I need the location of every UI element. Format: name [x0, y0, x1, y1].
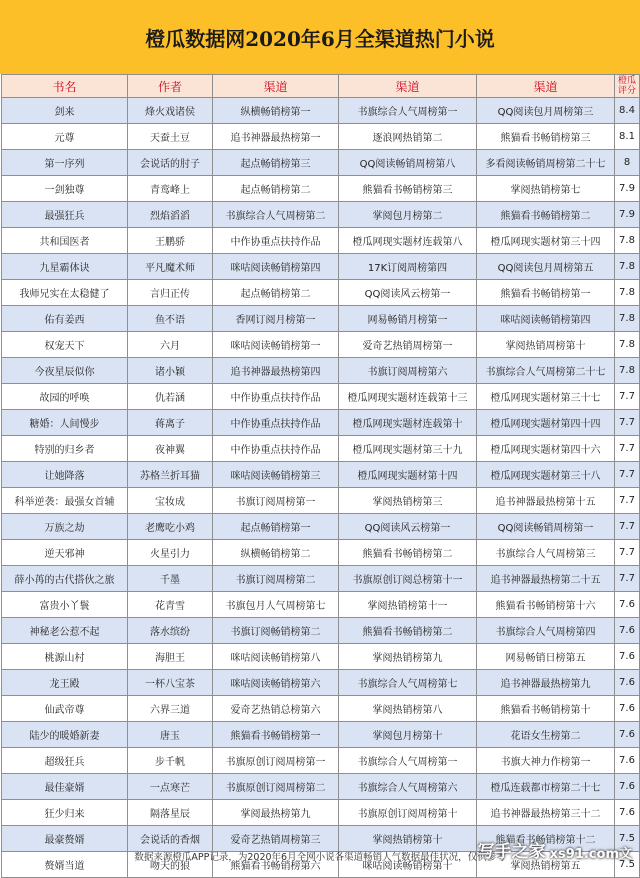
cell-channel-2: 掌阅热销榜第十	[339, 826, 477, 852]
cell-channel-3: 掌阅热销周榜第十	[477, 332, 615, 358]
cell-channel-3: 书旗综合人气周榜第四	[477, 618, 615, 644]
header-score: 橙瓜评分	[615, 75, 640, 98]
cell-score: 8.1	[615, 124, 640, 150]
cell-book-title: 陆少的暖婚新妻	[2, 722, 128, 748]
cell-author: 宝妆成	[128, 488, 213, 514]
cell-score: 7.8	[615, 280, 640, 306]
cell-book-title: 让她降落	[2, 462, 128, 488]
cell-channel-1: 起点畅销榜第三	[213, 150, 339, 176]
cell-score: 7.9	[615, 176, 640, 202]
cell-score: 7.6	[615, 644, 640, 670]
table-row	[2, 436, 640, 462]
cell-author: 老鹰吃小鸡	[128, 514, 213, 540]
cell-channel-2: QQ阅读风云榜第一	[339, 514, 477, 540]
cell-channel-3: 咪咕阅读畅销榜第四	[477, 306, 615, 332]
table-row	[2, 98, 640, 124]
cell-score: 7.6	[615, 592, 640, 618]
cell-channel-1: 起点畅销榜第二	[213, 176, 339, 202]
cell-channel-2: 掌阅热销榜第十一	[339, 592, 477, 618]
cell-book-title: 今夜星辰似你	[2, 358, 128, 384]
data-source-note: 数据来源橙瓜APP记录，为2020年6月全网小说各渠道畅销人气数据最佳状况，仅供参考	[134, 852, 506, 863]
cell-book-title: 薛小苒的古代搭伙之旅	[2, 566, 128, 592]
cell-channel-2: 熊猫看书畅销榜第二	[339, 540, 477, 566]
table-row	[2, 124, 640, 150]
cell-channel-1: 追书神器最热榜第一	[213, 124, 339, 150]
cell-author: 王鹏骄	[128, 228, 213, 254]
cell-channel-3: 多看阅读畅销周榜第二十七	[477, 150, 615, 176]
cell-channel-1: 中作协重点扶持作品	[213, 436, 339, 462]
cell-book-title: 科举逆袭：最强女首辅	[2, 488, 128, 514]
cell-book-title: 最豪赘婿	[2, 826, 128, 852]
cell-channel-2: 掌阅包月榜第二	[339, 202, 477, 228]
cell-channel-2: QQ阅读畅销周榜第八	[339, 150, 477, 176]
cell-book-title: 特别的归乡者	[2, 436, 128, 462]
table-row	[2, 176, 640, 202]
cell-author: 千墨	[128, 566, 213, 592]
cell-author: 落水缤纷	[128, 618, 213, 644]
table-row	[2, 228, 640, 254]
cell-channel-2: 掌阅热销榜第八	[339, 696, 477, 722]
table-row	[2, 150, 640, 176]
cell-channel-3: 网易畅销日榜第五	[477, 644, 615, 670]
cell-book-title: 权宠天下	[2, 332, 128, 358]
novel-ranking-table	[1, 74, 640, 878]
table-row	[2, 774, 640, 800]
cell-channel-1: 起点畅销榜第一	[213, 514, 339, 540]
table-row	[2, 306, 640, 332]
cell-channel-1: 书旗包月人气周榜第七	[213, 592, 339, 618]
cell-channel-2: 逐浪网热销第二	[339, 124, 477, 150]
cell-score: 7.8	[615, 358, 640, 384]
cell-score: 7.7	[615, 540, 640, 566]
cell-channel-3: 书旗大神力作榜第一	[477, 748, 615, 774]
cell-score: 7.8	[615, 228, 640, 254]
cell-score: 7.7	[615, 488, 640, 514]
cell-channel-3: 追书神器最热榜第九	[477, 670, 615, 696]
cell-channel-2: 咪咕阅读畅销榜第十	[339, 852, 477, 878]
table-row	[2, 696, 640, 722]
cell-book-title: 桃源山村	[2, 644, 128, 670]
cell-channel-3: 追书神器最热榜第三十二	[477, 800, 615, 826]
table-row	[2, 644, 640, 670]
cell-channel-1: 书旗原创订阅周榜第二	[213, 774, 339, 800]
cell-author: 火星引力	[128, 540, 213, 566]
cell-channel-2: 书旗原创订阅总榜第十一	[339, 566, 477, 592]
header-channel-1: 渠道	[213, 75, 339, 98]
cell-channel-2: 书旗综合人气周榜第一	[339, 748, 477, 774]
cell-channel-1: 爱奇艺热销总榜第六	[213, 696, 339, 722]
cell-book-title: 龙王殿	[2, 670, 128, 696]
cell-channel-3: 橙瓜连载都市榜第二十七	[477, 774, 615, 800]
cell-channel-2: 熊猫看书畅销榜第二	[339, 618, 477, 644]
cell-score: 7.7	[615, 436, 640, 462]
page-title: 橙瓜数据网2020年6月全渠道热门小说	[0, 0, 640, 74]
cell-author: 六月	[128, 332, 213, 358]
cell-book-title: 仙武帝尊	[2, 696, 128, 722]
cell-channel-2: 橙瓜网现实题材第十四	[339, 462, 477, 488]
cell-score: 8	[615, 150, 640, 176]
cell-channel-2: 17K订阅周榜第四	[339, 254, 477, 280]
cell-author: 隔落星辰	[128, 800, 213, 826]
cell-channel-3: 橙瓜网现实题材第四十六	[477, 436, 615, 462]
cell-channel-3: 熊猫看书畅销榜第一	[477, 280, 615, 306]
table-row	[2, 722, 640, 748]
cell-channel-3: 书旗综合人气周榜第二十七	[477, 358, 615, 384]
cell-book-title: 元尊	[2, 124, 128, 150]
cell-score: 7.7	[615, 462, 640, 488]
cell-channel-2: 橙瓜网现实题材连载第八	[339, 228, 477, 254]
cell-channel-1: 中作协重点扶持作品	[213, 384, 339, 410]
cell-score: 7.6	[615, 696, 640, 722]
table-row	[2, 254, 640, 280]
cell-channel-3: 掌阅热销榜第七	[477, 176, 615, 202]
cell-channel-1: 追书神器最热榜第四	[213, 358, 339, 384]
cell-channel-1: 咪咕阅读畅销榜第四	[213, 254, 339, 280]
cell-channel-1: 熊猫看书畅销榜第六	[213, 852, 339, 878]
cell-score: 7.6	[615, 774, 640, 800]
cell-score: 7.6	[615, 618, 640, 644]
cell-author: 一点寒芒	[128, 774, 213, 800]
cell-book-title: 一剑独尊	[2, 176, 128, 202]
cell-channel-2: 橙瓜网现实题材连载第十	[339, 410, 477, 436]
cell-author: 苏格兰折耳猫	[128, 462, 213, 488]
cell-channel-2: 书旗综合人气周榜第一	[339, 98, 477, 124]
cell-author: 青鸾峰上	[128, 176, 213, 202]
cell-score: 7.7	[615, 514, 640, 540]
cell-channel-3: QQ阅读包月周榜第三	[477, 98, 615, 124]
table-row	[2, 800, 640, 826]
header-book: 书名	[2, 75, 128, 98]
cell-score: 7.6	[615, 748, 640, 774]
table-row	[2, 332, 640, 358]
cell-author: 会说话的香烟	[128, 826, 213, 852]
cell-channel-2: 掌阅热销榜第九	[339, 644, 477, 670]
cell-book-title: 共和国医者	[2, 228, 128, 254]
cell-channel-3: 橙瓜网现实题材第四十四	[477, 410, 615, 436]
cell-channel-1: 香网订阅月榜第一	[213, 306, 339, 332]
table-row	[2, 514, 640, 540]
cell-book-title: 最佳豪婿	[2, 774, 128, 800]
cell-author: 六界三道	[128, 696, 213, 722]
cell-channel-3: QQ阅读畅销周榜第一	[477, 514, 615, 540]
table-row	[2, 748, 640, 774]
cell-book-title: 剑来	[2, 98, 128, 124]
cell-channel-2: 网易畅销月榜第一	[339, 306, 477, 332]
cell-score: 7.9	[615, 202, 640, 228]
cell-score: 7.6	[615, 800, 640, 826]
cell-author: 仇若涵	[128, 384, 213, 410]
cell-book-title: 最强狂兵	[2, 202, 128, 228]
watermark-main: 写手之家	[477, 842, 546, 862]
cell-score: 7.5	[615, 826, 640, 852]
cell-book-title: 佑有姜西	[2, 306, 128, 332]
table-row	[2, 358, 640, 384]
cell-book-title: 神秘老公惹不起	[2, 618, 128, 644]
cell-channel-1: 书旗订阅周榜第二	[213, 566, 339, 592]
cell-book-title: 狂少归来	[2, 800, 128, 826]
cell-channel-1: 书旗原创订阅周榜第一	[213, 748, 339, 774]
cell-channel-3: 追书神器最热榜第二十五	[477, 566, 615, 592]
cell-score: 7.7	[615, 566, 640, 592]
table-row	[2, 670, 640, 696]
table-row	[2, 618, 640, 644]
cell-channel-2: 掌阅热销榜第三	[339, 488, 477, 514]
cell-author: 平凡魔术师	[128, 254, 213, 280]
cell-channel-2: 熊猫看书畅销榜第三	[339, 176, 477, 202]
cell-score: 7.8	[615, 306, 640, 332]
cell-channel-2: 掌阅包月榜第十	[339, 722, 477, 748]
cell-channel-2: QQ阅读风云榜第一	[339, 280, 477, 306]
cell-book-title: 第一序列	[2, 150, 128, 176]
cell-author: 步千帆	[128, 748, 213, 774]
table-row	[2, 488, 640, 514]
cell-author: 一杯八宝茶	[128, 670, 213, 696]
header-author: 作者	[128, 75, 213, 98]
cell-author: 蒋离子	[128, 410, 213, 436]
cell-channel-1: 纵横畅销榜第二	[213, 540, 339, 566]
cell-book-title: 我师兄实在太稳健了	[2, 280, 128, 306]
cell-channel-1: 掌阅最热榜第九	[213, 800, 339, 826]
header-channel-3: 渠道	[477, 75, 615, 98]
cell-score: 7.5	[615, 852, 640, 878]
cell-channel-1: 中作协重点扶持作品	[213, 410, 339, 436]
cell-channel-1: 起点畅销榜第二	[213, 280, 339, 306]
cell-channel-3: 掌阅热销榜第五	[477, 852, 615, 878]
cell-score: 7.8	[615, 332, 640, 358]
cell-channel-3: 熊猫看书畅销榜第三	[477, 124, 615, 150]
cell-channel-2: 橙瓜网现实题材第三十九	[339, 436, 477, 462]
cell-author: 烈焰滔滔	[128, 202, 213, 228]
cell-channel-1: 中作协重点扶持作品	[213, 228, 339, 254]
cell-book-title: 超级狂兵	[2, 748, 128, 774]
cell-channel-3: 追书神器最热榜第十五	[477, 488, 615, 514]
cell-author: 海胆王	[128, 644, 213, 670]
cell-score: 7.8	[615, 254, 640, 280]
cell-book-title: 富贵小丫鬟	[2, 592, 128, 618]
cell-channel-3: 书旗综合人气周榜第三	[477, 540, 615, 566]
table-row	[2, 592, 640, 618]
cell-channel-1: 咪咕阅读畅销榜第三	[213, 462, 339, 488]
cell-channel-1: 咪咕阅读畅销榜第六	[213, 670, 339, 696]
cell-channel-3: 熊猫看书畅销榜第十二	[477, 826, 615, 852]
cell-score: 7.6	[615, 670, 640, 696]
table-row	[2, 410, 640, 436]
cell-channel-2: 书旗原创订阅周榜第十	[339, 800, 477, 826]
cell-book-title: 糖婚：人间慢步	[2, 410, 128, 436]
cell-channel-1: 纵横畅销榜第一	[213, 98, 339, 124]
cell-channel-2: 书旗综合人气周榜第七	[339, 670, 477, 696]
cell-author: 夜神翼	[128, 436, 213, 462]
cell-author: 诸小颖	[128, 358, 213, 384]
cell-channel-1: 咪咕阅读畅销榜第八	[213, 644, 339, 670]
cell-channel-3: 橙瓜网现实题材第三十四	[477, 228, 615, 254]
cell-channel-3: 橙瓜网现实题材第三十七	[477, 384, 615, 410]
cell-score: 7.7	[615, 384, 640, 410]
cell-author: 花青雪	[128, 592, 213, 618]
cell-book-title: 逆天邪神	[2, 540, 128, 566]
cell-score: 7.6	[615, 722, 640, 748]
cell-book-title: 赘婿当道	[2, 852, 128, 878]
table-row	[2, 540, 640, 566]
table-row	[2, 202, 640, 228]
watermark-sub: xs91.com文	[549, 847, 632, 862]
cell-channel-3: 熊猫看书畅销榜第十六	[477, 592, 615, 618]
table-row	[2, 280, 640, 306]
cell-channel-2: 书旗综合人气周榜第六	[339, 774, 477, 800]
cell-channel-1: 书旗订阅周榜第一	[213, 488, 339, 514]
table-row	[2, 566, 640, 592]
cell-book-title: 故园的呼唤	[2, 384, 128, 410]
table-body	[2, 98, 640, 878]
cell-channel-1: 书旗订阅畅销榜第二	[213, 618, 339, 644]
cell-channel-2: 书旗订阅周榜第六	[339, 358, 477, 384]
cell-author: 鱼不语	[128, 306, 213, 332]
cell-score: 7.7	[615, 410, 640, 436]
cell-channel-3: QQ阅读包月周榜第五	[477, 254, 615, 280]
cell-channel-1: 咪咕阅读畅销榜第一	[213, 332, 339, 358]
cell-channel-1: 熊猫看书畅销榜第一	[213, 722, 339, 748]
cell-channel-3: 熊猫看书畅销榜第二	[477, 202, 615, 228]
cell-author: 烽火戏诸侯	[128, 98, 213, 124]
cell-channel-1: 爱奇艺热销周榜第三	[213, 826, 339, 852]
cell-author: 言归正传	[128, 280, 213, 306]
cell-author: 会说话的肘子	[128, 150, 213, 176]
cell-author: 唐玉	[128, 722, 213, 748]
cell-channel-3: 熊猫看书畅销榜第十	[477, 696, 615, 722]
cell-channel-3: 花语女生榜第二	[477, 722, 615, 748]
cell-author: 吻天的狼	[128, 852, 213, 878]
cell-channel-2: 橙瓜网现实题材连载第十三	[339, 384, 477, 410]
header-channel-2: 渠道	[339, 75, 477, 98]
cell-author: 天蚕土豆	[128, 124, 213, 150]
cell-book-title: 九星霸体诀	[2, 254, 128, 280]
table-header-row	[2, 75, 640, 98]
cell-score: 8.4	[615, 98, 640, 124]
table-row	[2, 384, 640, 410]
cell-channel-2: 爱奇艺热销周榜第一	[339, 332, 477, 358]
cell-channel-1: 书旗综合人气周榜第二	[213, 202, 339, 228]
cell-channel-3: 橙瓜网现实题材第三十八	[477, 462, 615, 488]
cell-book-title: 万族之劫	[2, 514, 128, 540]
table-row	[2, 462, 640, 488]
